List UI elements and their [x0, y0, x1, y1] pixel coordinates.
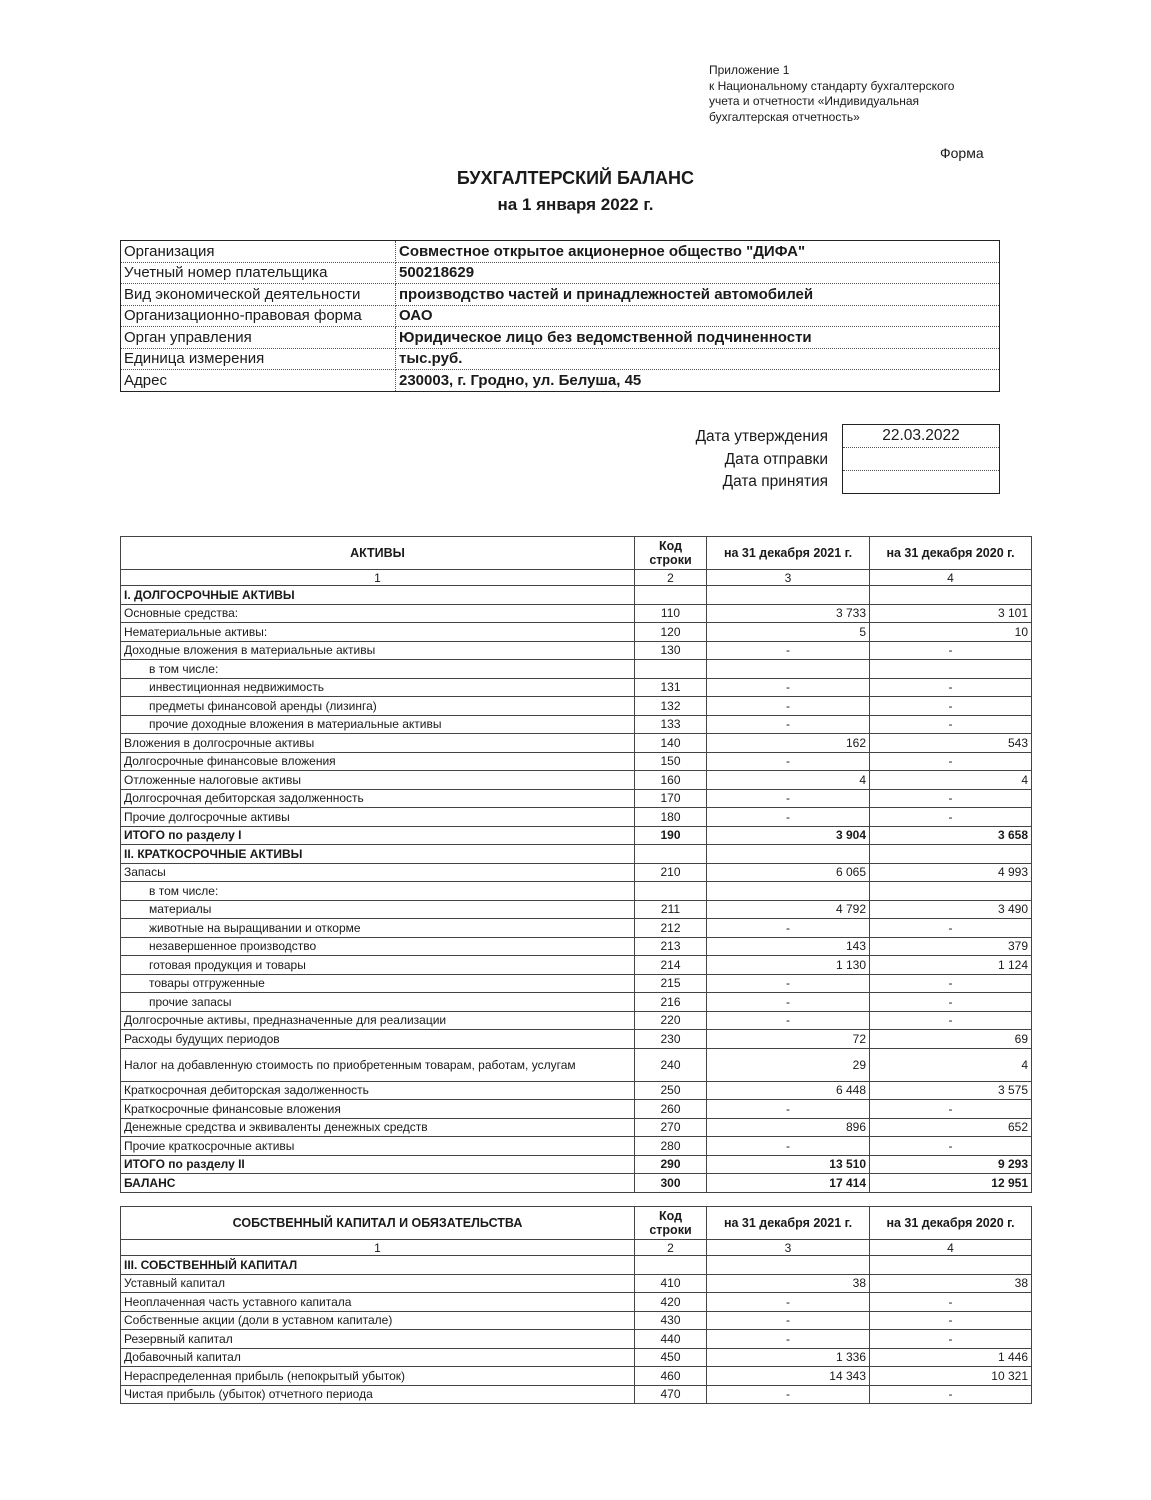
table-row — [121, 1348, 1032, 1367]
row-code: 131 — [635, 678, 707, 697]
row-value-2021: - — [707, 974, 870, 993]
row-value-2021: 6 448 — [707, 1081, 870, 1100]
org-row — [121, 241, 1000, 263]
row-value-2021 — [707, 1256, 870, 1275]
column-number-row — [121, 1240, 1032, 1256]
row-code: 140 — [635, 734, 707, 753]
row-name: БАЛАНС — [121, 1174, 635, 1193]
org-field-label: Адрес — [121, 370, 396, 392]
row-value-2020: 12 951 — [870, 1174, 1032, 1193]
row-value-2021: 3 904 — [707, 826, 870, 845]
row-name: Долгосрочные финансовые вложения — [121, 752, 635, 771]
row-value-2020: 69 — [870, 1030, 1032, 1049]
table-row — [121, 586, 1032, 605]
row-code: 230 — [635, 1030, 707, 1049]
row-value-2020: - — [870, 752, 1032, 771]
row-name: III. СОБСТВЕННЫЙ КАПИТАЛ — [121, 1256, 635, 1275]
table-row — [121, 697, 1032, 716]
row-name: Долгосрочная дебиторская задолженность — [121, 789, 635, 808]
table-row — [121, 1311, 1032, 1330]
row-value-2021: - — [707, 1385, 870, 1404]
org-field-label: Организация — [121, 241, 396, 263]
row-value-2020 — [870, 660, 1032, 679]
row-code: 160 — [635, 771, 707, 790]
org-row — [121, 284, 1000, 306]
row-value-2021: 162 — [707, 734, 870, 753]
send-date-label: Дата отправки — [724, 450, 828, 468]
row-code: 420 — [635, 1293, 707, 1312]
table-row — [121, 752, 1032, 771]
row-name: Краткосрочные финансовые вложения — [121, 1100, 635, 1119]
row-value-2021 — [707, 660, 870, 679]
table-row — [121, 1118, 1032, 1137]
row-value-2020: 38 — [870, 1274, 1032, 1293]
table-row — [121, 1155, 1032, 1174]
header-code: Код строки — [635, 537, 707, 570]
table-row — [121, 1385, 1032, 1404]
row-name: инвестиционная недвижимость — [121, 678, 635, 697]
org-field-value: тыс.руб. — [396, 348, 1000, 370]
accept-date-label: Дата принятия — [722, 473, 828, 490]
row-value-2021: - — [707, 808, 870, 827]
appendix-note — [709, 63, 1039, 125]
row-value-2020: - — [870, 974, 1032, 993]
row-code: 132 — [635, 697, 707, 716]
row-value-2021: 896 — [707, 1118, 870, 1137]
row-value-2021: 6 065 — [707, 863, 870, 882]
row-name: Основные средства: — [121, 604, 635, 623]
row-value-2020: - — [870, 1330, 1032, 1349]
row-value-2020: - — [870, 678, 1032, 697]
table-row — [121, 1174, 1032, 1193]
row-value-2021: - — [707, 919, 870, 938]
org-field-label: Организационно-правовая форма — [121, 305, 396, 327]
row-name: Денежные средства и эквиваленты денежных средств — [121, 1118, 635, 1137]
row-code: 215 — [635, 974, 707, 993]
row-code: 216 — [635, 993, 707, 1012]
row-value-2021: - — [707, 789, 870, 808]
row-name: Прочие долгосрочные активы — [121, 808, 635, 827]
table-row — [121, 1048, 1032, 1081]
row-name: Резервный капитал — [121, 1330, 635, 1349]
row-code: 430 — [635, 1311, 707, 1330]
row-name: в том числе: — [121, 660, 635, 679]
row-value-2021: 1 130 — [707, 956, 870, 975]
row-name: прочие запасы — [121, 993, 635, 1012]
row-name: животные на выращивании и откорме — [121, 919, 635, 938]
row-name: Вложения в долгосрочные активы — [121, 734, 635, 753]
org-field-value: Совместное открытое акционерное общество "ДИФА" — [396, 241, 1000, 263]
row-code: 240 — [635, 1048, 707, 1081]
row-code: 130 — [635, 641, 707, 660]
row-value-2020: - — [870, 715, 1032, 734]
row-code: 210 — [635, 863, 707, 882]
row-value-2020: 3 101 — [870, 604, 1032, 623]
org-field-value: ОАО — [396, 305, 1000, 327]
row-code: 220 — [635, 1011, 707, 1030]
row-value-2020 — [870, 845, 1032, 864]
table-row — [121, 734, 1032, 753]
row-code: 250 — [635, 1081, 707, 1100]
row-value-2020: - — [870, 697, 1032, 716]
row-name: Чистая прибыль (убыток) отчетного периода — [121, 1385, 635, 1404]
table-row — [121, 974, 1032, 993]
row-value-2021: 3 733 — [707, 604, 870, 623]
row-value-2021 — [707, 845, 870, 864]
column-number: 4 — [870, 1240, 1032, 1256]
row-value-2021: - — [707, 1330, 870, 1349]
row-code: 212 — [635, 919, 707, 938]
row-name: Долгосрочные активы, предназначенные для реализации — [121, 1011, 635, 1030]
header-col-2021: на 31 декабря 2021 г. — [707, 537, 870, 570]
row-code: 110 — [635, 604, 707, 623]
row-value-2021: - — [707, 752, 870, 771]
org-field-label: Вид экономической деятельности — [121, 284, 396, 306]
org-row — [121, 327, 1000, 349]
row-value-2021: 5 — [707, 623, 870, 642]
row-name: ИТОГО по разделу II — [121, 1155, 635, 1174]
org-field-value: Юридическое лицо без ведомственной подчиненности — [396, 327, 1000, 349]
appendix-line: учета и отчетности «Индивидуальная — [709, 94, 919, 108]
row-value-2020 — [870, 586, 1032, 605]
assets-table — [120, 536, 1032, 1193]
row-value-2020: - — [870, 1100, 1032, 1119]
row-value-2020: 1 446 — [870, 1348, 1032, 1367]
header-code: Код строки — [635, 1207, 707, 1240]
header-name: АКТИВЫ — [121, 537, 635, 570]
row-name: предметы финансовой аренды (лизинга) — [121, 697, 635, 716]
row-name: I. ДОЛГОСРОЧНЫЕ АКТИВЫ — [121, 586, 635, 605]
row-code: 470 — [635, 1385, 707, 1404]
organization-info-table — [120, 240, 1000, 392]
appendix-line: бухгалтерская отчетность» — [709, 109, 860, 124]
org-field-label: Единица измерения — [121, 348, 396, 370]
row-code — [635, 882, 707, 901]
table-row — [121, 919, 1032, 938]
row-value-2021: 4 792 — [707, 900, 870, 919]
row-name: Нематериальные активы: — [121, 623, 635, 642]
row-name: Нераспределенная прибыль (непокрытый убыток) — [121, 1367, 635, 1386]
row-value-2020: - — [870, 1385, 1032, 1404]
org-field-label: Орган управления — [121, 327, 396, 349]
row-name: Налог на добавленную стоимость по приобретенным товарам, работам, услугам — [121, 1048, 635, 1081]
row-code: 150 — [635, 752, 707, 771]
row-code: 450 — [635, 1348, 707, 1367]
row-name: материалы — [121, 900, 635, 919]
column-number: 3 — [707, 570, 870, 586]
row-name: в том числе: — [121, 882, 635, 901]
row-value-2020: - — [870, 1311, 1032, 1330]
row-value-2020: 652 — [870, 1118, 1032, 1137]
column-number: 1 — [121, 570, 635, 586]
row-name: ИТОГО по разделу I — [121, 826, 635, 845]
org-row — [121, 262, 1000, 284]
row-value-2020: - — [870, 789, 1032, 808]
approval-date-value: 22.03.2022 — [843, 425, 999, 448]
row-value-2020: 9 293 — [870, 1155, 1032, 1174]
row-code: 190 — [635, 826, 707, 845]
row-value-2020: 543 — [870, 734, 1032, 753]
org-row — [121, 348, 1000, 370]
row-value-2020: - — [870, 993, 1032, 1012]
row-value-2021: 13 510 — [707, 1155, 870, 1174]
header-col-2021: на 31 декабря 2021 г. — [707, 1207, 870, 1240]
table-row — [121, 1030, 1032, 1049]
column-number: 3 — [707, 1240, 870, 1256]
row-name: незавершенное производство — [121, 937, 635, 956]
row-code: 211 — [635, 900, 707, 919]
row-code: 260 — [635, 1100, 707, 1119]
row-value-2020: - — [870, 1137, 1032, 1156]
row-code: 290 — [635, 1155, 707, 1174]
row-value-2021: 4 — [707, 771, 870, 790]
row-value-2021: - — [707, 697, 870, 716]
dates-box — [842, 424, 1000, 494]
column-number: 2 — [635, 1240, 707, 1256]
table-row — [121, 1367, 1032, 1386]
row-value-2020: 4 — [870, 1048, 1032, 1081]
row-value-2021: 72 — [707, 1030, 870, 1049]
org-field-value: 230003, г. Гродно, ул. Белуша, 45 — [399, 371, 642, 389]
row-code: 280 — [635, 1137, 707, 1156]
row-value-2021: 29 — [707, 1048, 870, 1081]
row-name: Уставный капитал — [121, 1274, 635, 1293]
org-field-value: производство частей и принадлежностей автомобилей — [396, 284, 1000, 306]
column-number: 2 — [635, 570, 707, 586]
form-label: Форма — [940, 145, 984, 161]
row-name: Прочие краткосрочные активы — [121, 1137, 635, 1156]
row-name: Запасы — [121, 863, 635, 882]
row-name: Собственные акции (доли в уставном капитале) — [121, 1311, 635, 1330]
row-value-2021: - — [707, 641, 870, 660]
table-row — [121, 1274, 1032, 1293]
row-name: прочие доходные вложения в материальные активы — [121, 715, 635, 734]
row-value-2020: 4 993 — [870, 863, 1032, 882]
row-code: 180 — [635, 808, 707, 827]
row-name: Добавочный капитал — [121, 1348, 635, 1367]
row-value-2020: - — [870, 919, 1032, 938]
row-value-2021 — [707, 586, 870, 605]
row-name: Расходы будущих периодов — [121, 1030, 635, 1049]
table-row — [121, 604, 1032, 623]
row-value-2020: - — [870, 808, 1032, 827]
row-value-2021: 143 — [707, 937, 870, 956]
document-subtitle: на 1 января 2022 г. — [497, 195, 654, 214]
table-row — [121, 660, 1032, 679]
liabilities-table — [120, 1206, 1032, 1404]
row-name: Отложенные налоговые активы — [121, 771, 635, 790]
row-value-2021: 38 — [707, 1274, 870, 1293]
row-value-2020: 3 490 — [870, 900, 1032, 919]
table-row — [121, 1293, 1032, 1312]
row-code: 120 — [635, 623, 707, 642]
approval-date-label: Дата утверждения — [695, 428, 828, 445]
row-code — [635, 1256, 707, 1275]
row-name: Неоплаченная часть уставного капитала — [121, 1293, 635, 1312]
row-code: 270 — [635, 1118, 707, 1137]
table-row — [121, 882, 1032, 901]
row-code: 214 — [635, 956, 707, 975]
table-row — [121, 993, 1032, 1012]
row-code: 410 — [635, 1274, 707, 1293]
table-header-row — [121, 1207, 1032, 1240]
row-value-2020: - — [870, 1293, 1032, 1312]
row-value-2021: 1 336 — [707, 1348, 870, 1367]
table-row — [121, 1100, 1032, 1119]
table-row — [121, 937, 1032, 956]
row-code: 440 — [635, 1330, 707, 1349]
row-code — [635, 845, 707, 864]
row-name: Краткосрочная дебиторская задолженность — [121, 1081, 635, 1100]
row-code: 460 — [635, 1367, 707, 1386]
header-name: СОБСТВЕННЫЙ КАПИТАЛ И ОБЯЗАТЕЛЬСТВА — [121, 1207, 635, 1240]
row-value-2020: 4 — [870, 771, 1032, 790]
header-col-2020: на 31 декабря 2020 г. — [870, 1207, 1032, 1240]
row-value-2021 — [707, 882, 870, 901]
row-value-2020: 10 321 — [870, 1367, 1032, 1386]
column-number-row — [121, 570, 1032, 586]
row-code: 213 — [635, 937, 707, 956]
appendix-line: к Национальному стандарту бухгалтерского — [709, 78, 955, 93]
column-number: 1 — [121, 1240, 635, 1256]
row-value-2021: - — [707, 993, 870, 1012]
row-value-2021: 17 414 — [707, 1174, 870, 1193]
row-value-2020: 379 — [870, 937, 1032, 956]
column-number: 4 — [870, 570, 1032, 586]
dates-labels — [640, 426, 828, 494]
header-col-2020: на 31 декабря 2020 г. — [870, 537, 1032, 570]
row-value-2021: - — [707, 1137, 870, 1156]
table-row — [121, 771, 1032, 790]
table-row — [121, 900, 1032, 919]
org-field-value: 500218629 — [396, 262, 1000, 284]
row-value-2020: 3 575 — [870, 1081, 1032, 1100]
row-name: готовая продукция и товары — [121, 956, 635, 975]
table-row — [121, 641, 1032, 660]
row-value-2020: 3 658 — [870, 826, 1032, 845]
appendix-line: Приложение 1 — [709, 63, 790, 77]
row-code — [635, 586, 707, 605]
row-value-2021: 14 343 — [707, 1367, 870, 1386]
table-header-row — [121, 537, 1032, 570]
table-row — [121, 808, 1032, 827]
table-row — [121, 789, 1032, 808]
table-row — [121, 956, 1032, 975]
table-row — [121, 715, 1032, 734]
table-row — [121, 623, 1032, 642]
document-title: БУХГАЛТЕРСКИЙ БАЛАНС — [456, 168, 695, 188]
send-date-value — [843, 448, 999, 471]
accept-date-value — [843, 471, 999, 493]
row-value-2020: 1 124 — [870, 956, 1032, 975]
row-name: II. КРАТКОСРОЧНЫЕ АКТИВЫ — [121, 845, 635, 864]
row-value-2021: - — [707, 715, 870, 734]
org-row — [121, 370, 1000, 392]
row-code: 170 — [635, 789, 707, 808]
row-code: 300 — [635, 1174, 707, 1193]
row-value-2020 — [870, 882, 1032, 901]
org-field-label: Учетный номер плательщика — [121, 262, 396, 284]
table-row — [121, 826, 1032, 845]
table-row — [121, 678, 1032, 697]
row-value-2020: - — [870, 641, 1032, 660]
org-row — [121, 305, 1000, 327]
table-row — [121, 845, 1032, 864]
row-value-2021: - — [707, 1011, 870, 1030]
table-row — [121, 1081, 1032, 1100]
table-row — [121, 1011, 1032, 1030]
row-value-2020 — [870, 1256, 1032, 1275]
table-row — [121, 1137, 1032, 1156]
row-value-2021: - — [707, 1100, 870, 1119]
table-row — [121, 1256, 1032, 1275]
row-value-2021: - — [707, 1311, 870, 1330]
row-name: Доходные вложения в материальные активы — [121, 641, 635, 660]
row-name: товары отгруженные — [121, 974, 635, 993]
table-row — [121, 863, 1032, 882]
row-value-2021: - — [707, 678, 870, 697]
row-code: 133 — [635, 715, 707, 734]
row-code — [635, 660, 707, 679]
table-row — [121, 1330, 1032, 1349]
row-value-2021: - — [707, 1293, 870, 1312]
row-value-2020: 10 — [870, 623, 1032, 642]
row-value-2020: - — [870, 1011, 1032, 1030]
